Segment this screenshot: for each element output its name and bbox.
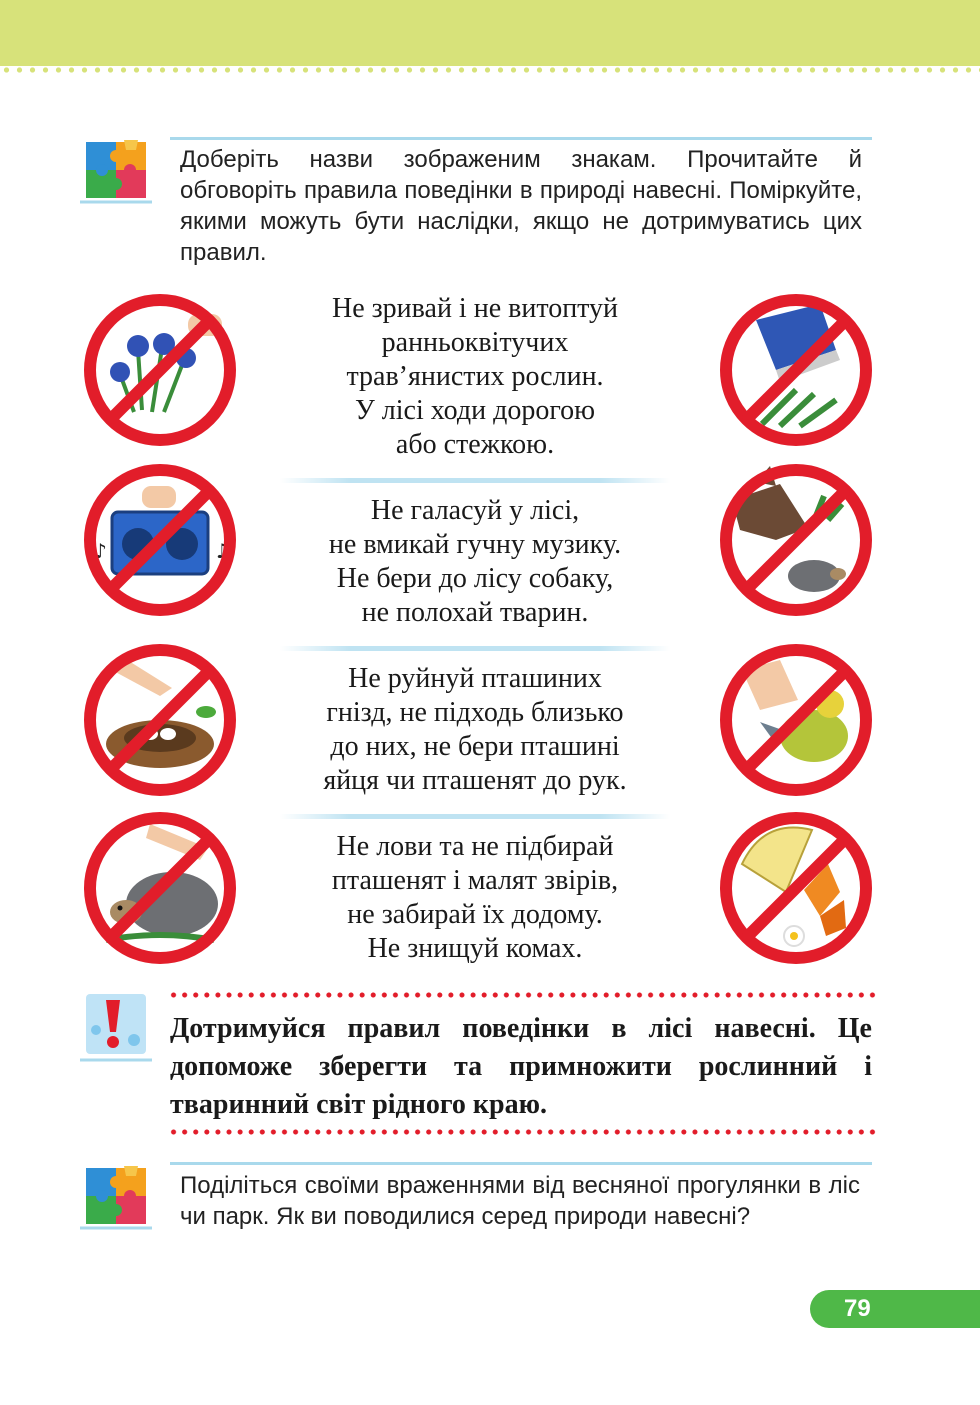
rule-line: Не галасуй у лісі, (370, 495, 580, 526)
svg-text:♫: ♫ (214, 539, 232, 563)
dog-hedgehog-icon (716, 460, 876, 620)
task-top-line (170, 1162, 872, 1165)
bird-hand-icon (716, 640, 876, 800)
rule-line: Не бери до лісу собаку, (336, 563, 614, 594)
rule-line: не забирай їх додому. (347, 899, 603, 930)
rule-line: Не знищуй комах. (367, 933, 583, 964)
radio-music-icon (80, 460, 240, 620)
puzzle-task-icon (80, 1158, 152, 1230)
rule-line: не вмикай гучну музику. (328, 529, 622, 560)
page-number: 79 (844, 1295, 871, 1322)
butterfly-net-icon (716, 808, 876, 968)
flowers-hand-icon (80, 290, 240, 450)
top-band (0, 0, 980, 66)
svg-text:♪: ♪ (94, 539, 107, 563)
attention-dotted-top (168, 991, 876, 999)
rule-separator (280, 478, 670, 483)
puzzle-task-icon (80, 132, 152, 204)
rule-separator (280, 646, 670, 651)
page-number-badge (810, 1290, 980, 1328)
rule-line: Не руйнуй пташиних (348, 663, 602, 694)
rule-line: У лісі ходи дорогою (354, 395, 596, 426)
attention-text: Дотримуйся правил поведінки в лісі навесні. Це допоможе зберегти та примножити рослинний і тваринний світ рідного краю. (170, 1013, 872, 1120)
shoe-stepping-plants-icon (716, 290, 876, 450)
task-instructions: Доберіть назви зображеним знакам. Прочитайте й обговоріть правила поведінки в природі навесні. Поміркуйте, якими можуть бути наслідки, якщо не дотримуватись цих правил. (180, 146, 862, 266)
rule-plants (276, 292, 674, 462)
rule-line: гнізд, не підходь близько (326, 697, 624, 728)
rule-noise (276, 494, 674, 630)
rule-line: або стежкою. (395, 429, 555, 460)
exclamation-icon (80, 990, 152, 1062)
rule-line: Не зривай і не витоптуй (331, 293, 619, 324)
rule-line: пташенят і малят звірів, (331, 865, 619, 896)
task-top-line (170, 137, 872, 140)
rule-animals (276, 830, 674, 966)
rule-line: не полохай тварин. (361, 597, 589, 628)
rule-line: Не лови та не підбирай (336, 831, 614, 862)
task-discussion: Поділіться своїми враженнями від весняної прогулянки в ліс чи парк. Як ви поводилися серед природи навесні? (180, 1172, 860, 1230)
rule-line: трав’янистих рослин. (346, 361, 604, 392)
bird-nest-hand-icon (80, 640, 240, 800)
rule-line: ранньоквітучих (381, 327, 569, 358)
rule-line: до них, не бери пташині (330, 731, 620, 762)
rule-nests (276, 662, 674, 798)
top-dotted-border (0, 66, 980, 74)
rule-line: яйця чи пташенят до рук. (323, 765, 627, 796)
attention-dotted-bottom (168, 1128, 876, 1136)
hedgehog-hand-icon (80, 808, 240, 968)
rule-separator (280, 814, 670, 819)
